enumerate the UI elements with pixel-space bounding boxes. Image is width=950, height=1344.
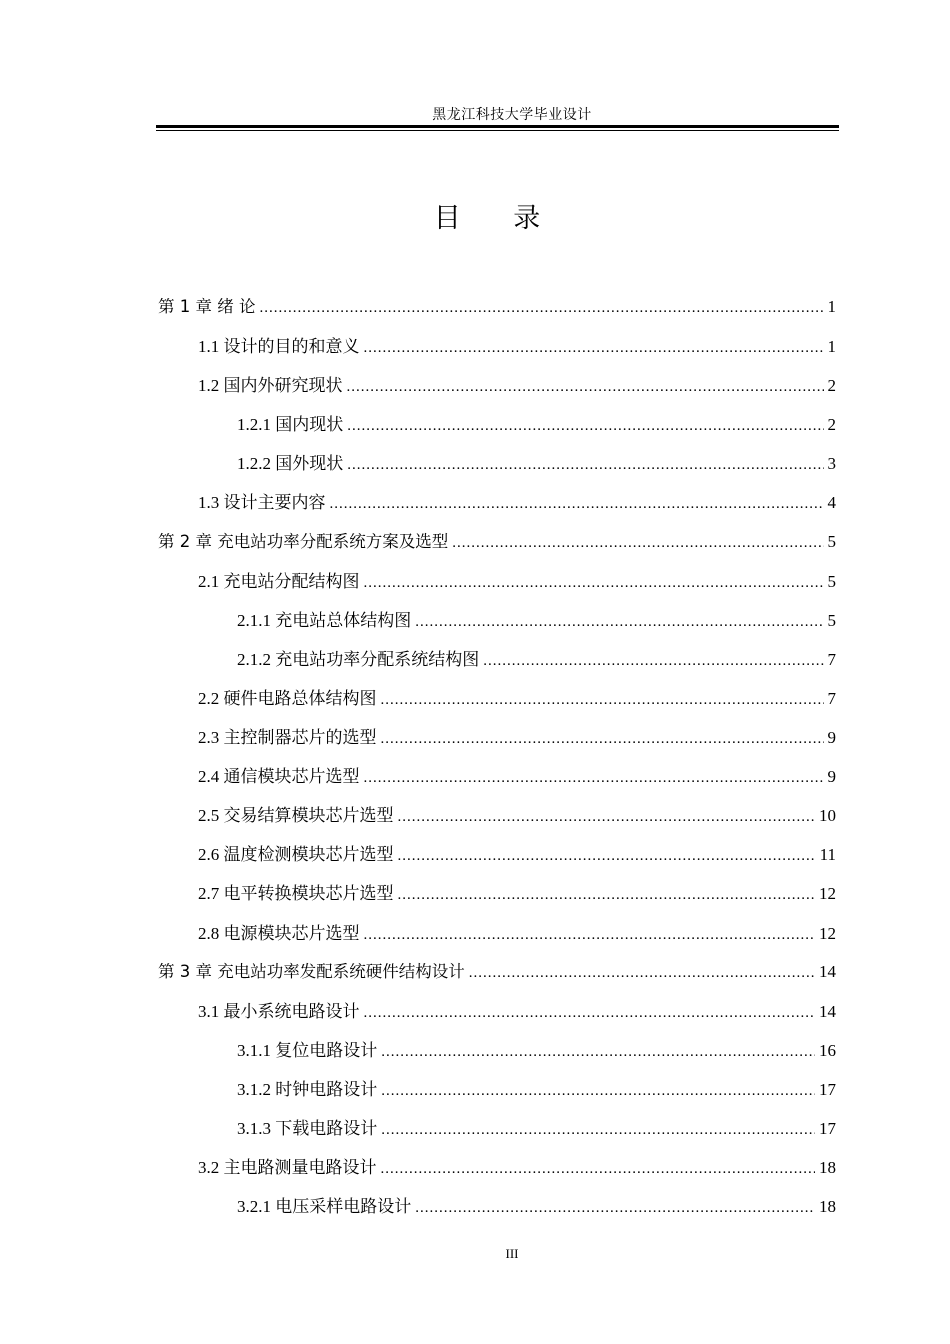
dot-leader	[415, 614, 823, 631]
dot-leader	[381, 1161, 816, 1178]
dot-leader	[381, 1044, 815, 1061]
dot-leader	[259, 300, 823, 317]
dot-leader	[415, 1200, 815, 1217]
dot-leader	[364, 1005, 816, 1022]
toc-title: 目 录	[433, 203, 563, 234]
toc-entry-chapter-1[interactable]: 第 1 章 绪 论 ..... 1	[158, 293, 836, 332]
toc-entry-3-2[interactable]: 3.2 主电路测量电路设计 ..... 18	[158, 1153, 836, 1192]
dot-leader	[381, 1083, 815, 1100]
dot-leader	[452, 535, 823, 552]
toc-entry-2-6[interactable]: 2.6 温度检测模块芯片选型 ..... 11	[158, 840, 836, 879]
dot-leader	[347, 457, 823, 474]
toc-entry-chapter-3[interactable]: 第 3 章 充电站功率发配系统硬件结构设计 ..... 14	[158, 958, 836, 997]
dot-leader	[364, 927, 816, 944]
toc-entry-3-1-3[interactable]: 3.1.3 下载电路设计 ..... 17	[158, 1114, 836, 1153]
toc-entry-2-4[interactable]: 2.4 通信模块芯片选型 ..... 9	[158, 762, 836, 801]
toc-entry-2-2[interactable]: 2.2 硬件电路总体结构图 ..... 7	[158, 684, 836, 723]
toc-entry-chapter-2[interactable]: 第 2 章 充电站功率分配系统方案及选型 ..... 5	[158, 528, 836, 567]
table-of-contents	[158, 293, 836, 1231]
toc-entry-2-5[interactable]: 2.5 交易结算模块芯片选型 ..... 10	[158, 801, 836, 840]
toc-entry-1-3[interactable]: 1.3 设计主要内容 ..... 4	[158, 488, 836, 527]
dot-leader	[381, 1122, 815, 1139]
running-header: 黑龙江科技大学毕业设计	[432, 108, 592, 123]
toc-entry-3-1-2[interactable]: 3.1.2 时钟电路设计 ..... 17	[158, 1075, 836, 1114]
dot-leader	[398, 848, 816, 865]
dot-leader	[330, 496, 824, 513]
dot-leader	[347, 379, 824, 396]
toc-entry-1-1[interactable]: 1.1 设计的目的和意义 ..... 1	[158, 332, 836, 371]
toc-entry-1-2[interactable]: 1.2 国内外研究现状 ..... 2	[158, 371, 836, 410]
toc-entry-3-1[interactable]: 3.1 最小系统电路设计 ..... 14	[158, 997, 836, 1036]
toc-entry-2-7[interactable]: 2.7 电平转换模块芯片选型 ..... 12	[158, 879, 836, 918]
dot-leader	[469, 965, 815, 982]
header-rule-thick	[156, 125, 839, 128]
toc-entry-1-2-2[interactable]: 1.2.2 国外现状 ..... 3	[158, 449, 836, 488]
toc-entry-2-3[interactable]: 2.3 主控制器芯片的选型 ..... 9	[158, 723, 836, 762]
toc-entry-2-1-1[interactable]: 2.1.1 充电站总体结构图 ..... 5	[158, 606, 836, 645]
header-rule-thin	[156, 130, 839, 131]
dot-leader	[381, 731, 824, 748]
toc-entry-3-2-1[interactable]: 3.2.1 电压采样电路设计 ..... 18	[158, 1192, 836, 1231]
dot-leader	[364, 340, 824, 357]
dot-leader	[398, 809, 816, 826]
page-number: III	[505, 1246, 519, 1261]
toc-entry-2-1-2[interactable]: 2.1.2 充电站功率分配系统结构图 ..... 7	[158, 645, 836, 684]
dot-leader	[398, 887, 816, 904]
dot-leader	[364, 770, 824, 787]
dot-leader	[347, 418, 823, 435]
toc-entry-1-2-1[interactable]: 1.2.1 国内现状 ..... 2	[158, 410, 836, 449]
dot-leader	[483, 653, 823, 670]
toc-entry-2-1[interactable]: 2.1 充电站分配结构图 ..... 5	[158, 567, 836, 606]
dot-leader	[381, 692, 824, 709]
toc-entry-2-8[interactable]: 2.8 电源模块芯片选型 ..... 12	[158, 919, 836, 958]
toc-entry-3-1-1[interactable]: 3.1.1 复位电路设计 ..... 16	[158, 1036, 836, 1075]
dot-leader	[364, 575, 824, 592]
